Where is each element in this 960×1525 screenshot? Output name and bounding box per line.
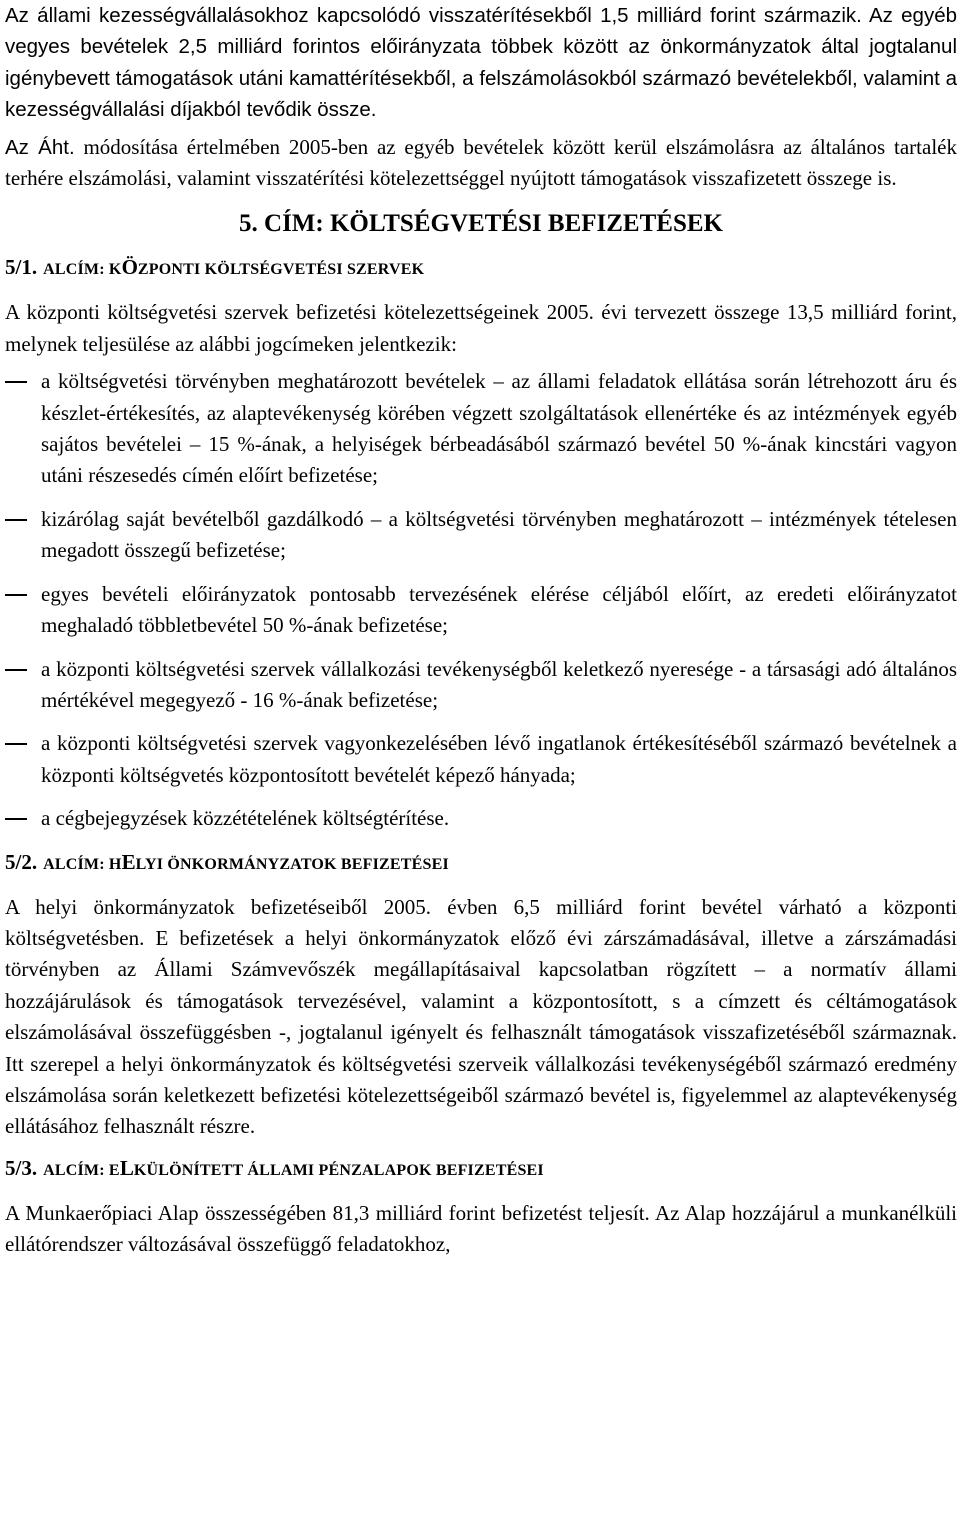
section-title-rest: LYI ÖNKORMÁNYZATOK BEFIZETÉSEI: [135, 855, 449, 873]
section-title-rest: KÜLÖNÍTETT ÁLLAMI PÉNZALAPOK BEFIZETÉSEI: [133, 1161, 544, 1179]
dash-bullet: [5, 818, 27, 820]
intro-paragraph-2-body: módosítása értelmében 2005-ben az egyéb bevételek között kerül elszámolásra az általános tartalék terhére elszámolási, valamint visszatérítési kötelezettséggel nyújtott támogatások visszafizetett összege is.: [5, 134, 957, 191]
section-title-prefix: ALCÍM: K: [43, 261, 122, 279]
dash-bullet: [5, 594, 27, 596]
section-number: 5/3.: [5, 1155, 38, 1180]
section-title-cap: L: [119, 1155, 134, 1180]
dash-bullet: [5, 743, 27, 745]
list-item-text: kizárólag saját bevételből gazdálkodó – a költségvetési törvényben meghatározott – intézmények tételesen megadott összegű befizetése;: [41, 506, 957, 563]
list-item-text: a központi költségvetési szervek vállalkozási tevékenységből keletkező nyeresége - a társasági adó általános mértékével megegyező - 16 %-ának befizetése;: [41, 656, 957, 712]
list-item: [5, 366, 957, 492]
section-5-1-intro: A központi költségvetési szervek befizetési kötelezettségeinek 2005. évi tervezett összege 13,5 milliárd forint, melynek teljesülése az alábbi jogcímeken jelentkezik:: [5, 300, 957, 356]
section-5-2-text: A helyi önkormányzatok befizetéseiből 2005. évben 6,5 milliárd forint bevétel várható a központi költségvetésben. E befizetések a helyi önkormányzatok előző évi zárszámadásával, illetve a zárszámadási törvényben az Állami Számvevőszék megállapításaival kapcsolatban rögzített – a normatív állami hozzájárulások és támogatások tervezésével, valamint a központosított, s a címzett és céltámogatások elszámolásával összefüggésben -, jogtalanul igényelt és felhasznált támogatások visszafizetéséből származnak. Itt szerepel a helyi önkormányzatok és költségvetési szerveik vállalkozási tevékenységéből származó eredmény elszámolása során keletkezett befizetési kötelezettségeiből származó bevétel is, figyelemmel az alaptevékenység ellátásához felhasznált részre.: [5, 894, 957, 1139]
list-item: [5, 728, 957, 791]
list-item: [5, 579, 957, 642]
list-item: [5, 803, 957, 834]
section-number: 5/1.: [5, 255, 38, 280]
payment-items-list: [5, 366, 957, 834]
list-item: [5, 654, 957, 717]
intro-paragraph-1: Az állami kezességvállalásokhoz kapcsolódó visszatérítésekből 1,5 milliárd forint származik. Az egyéb vegyes bevételek 2,5 milliárd forintos előirányzata többek között az önkormányzatok által jogtalanul igénybevett támogatások utáni kamattérítésekből, a felszámolásokból származó bevételekből, valamint a kezességvállalási díjakból tevődik össze.: [5, 4, 957, 122]
dash-bullet: [5, 519, 27, 521]
section-title-cap: Ö: [121, 255, 138, 280]
section-title-prefix: ALCÍM: E: [43, 1161, 120, 1179]
section-heading-5-3: [5, 1153, 957, 1186]
section-number: 5/2.: [5, 849, 38, 874]
section-5-3-text: A Munkaerőpiaci Alap összességében 81,3 milliárd forint befizetést teljesít. Az Alap hozzájárul a munkanélküli ellátórendszer változásával összefüggő feladatokhoz,: [5, 1200, 957, 1257]
list-item-text: a központi költségvetési szervek vagyonkezelésében lévő ingatlanok értékesítéséből származó bevételnek a központi költségvetés központosított bevételét képező hányada;: [41, 731, 957, 787]
section-heading-5-1: [5, 252, 957, 285]
list-item-text: egyes bevételi előirányzatok pontosabb tervezésének elérése céljából előírt, az eredeti előirányzatot meghaladó többletbevétel 50 %-ának befizetése;: [41, 581, 957, 638]
intro-paragraph-2: [5, 132, 957, 195]
section-title-rest: ZPONTI KÖLTSÉGVETÉSI SZERVEK: [137, 261, 425, 279]
section-title-cap: E: [121, 849, 136, 874]
intro-paragraph-2-lead: Az Áht.: [5, 135, 75, 159]
dash-bullet: [5, 381, 27, 383]
list-item: [5, 504, 957, 567]
chapter-title: 5. CÍM: KÖLTSÉGVETÉSI BEFIZETÉSEK: [239, 210, 723, 238]
section-title-prefix: ALCÍM: H: [43, 855, 122, 873]
dash-bullet: [5, 669, 27, 671]
list-item-text: a költségvetési törvényben meghatározott bevételek – az állami feladatok ellátása során létrehozott áru és készlet-értékesítés, az alaptevékenység körében végzett szolgáltatások ellenértéke és az intézmények egyéb sajátos bevételei – 15 %-ának, a helyiségek bérbeadásából származó bevétel 50 %-ának kincstári vagyon utáni részesedés címén előírt befizetése;: [41, 369, 957, 488]
section-heading-5-2: [5, 847, 957, 880]
list-item-text: a cégbejegyzések közzétételének költségtérítése.: [41, 806, 450, 831]
